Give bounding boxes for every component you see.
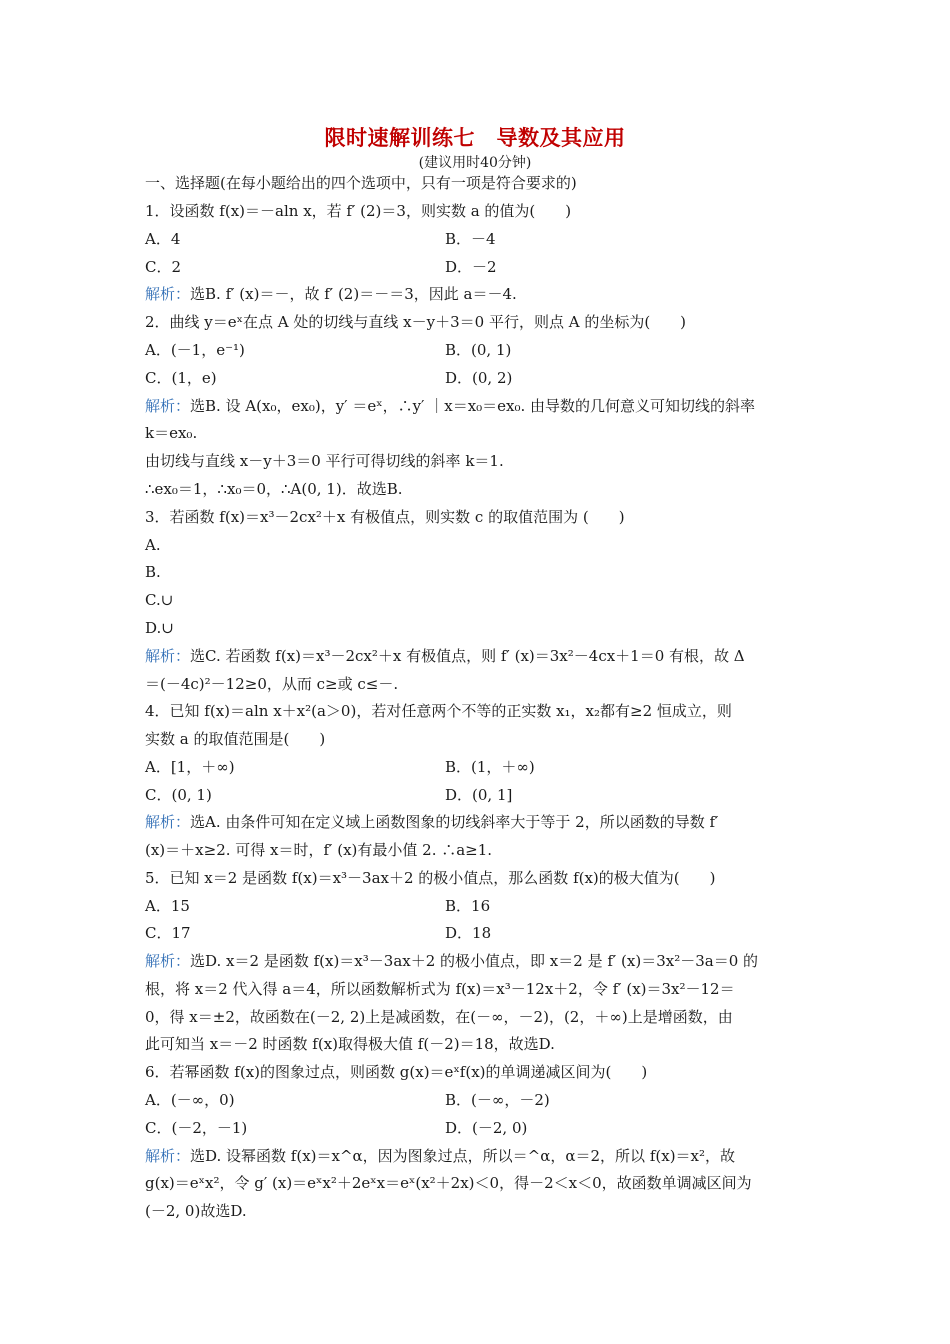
question-3-option-d: D.∪: [145, 619, 174, 637]
solution-text: 选C. 若函数 f(x)＝x³－2cx²＋x 有极值点，则 f′ (x)＝3x²－4cx＋1＝0 有根，故 Δ: [190, 647, 745, 665]
solution-text: 选D. x＝2 是函数 f(x)＝x³－3ax＋2 的极小值点，即 x＝2 是 f′ (x)＝3x²－3a＝0 的: [190, 952, 759, 970]
question-3-solution: [145, 646, 745, 666]
question-5-option-b: B．16: [445, 897, 491, 915]
page-subtitle: (建议用时40分钟): [418, 155, 532, 171]
question-4-option-c: C．(0, 1): [145, 786, 212, 804]
question-2-solution-line: k＝ex₀.: [145, 424, 198, 442]
solution-text: 选D. 设幂函数 f(x)＝x^α，因为图象过点，所以＝^α，α＝2，所以 f(x)＝x²，故: [190, 1147, 736, 1165]
solution-label: 解析：: [145, 813, 191, 831]
solution-text: 选B. f′ (x)＝－，故 f′ (2)＝－＝3，因此 a＝－4.: [190, 285, 517, 303]
question-2-solution: [145, 396, 755, 416]
question-6-solution-line: (－2, 0)故选D.: [145, 1202, 247, 1220]
question-4-stem-line: 实数 a 的取值范围是( ): [145, 730, 326, 748]
question-1-option-d: D．－2: [445, 258, 497, 276]
solution-label: 解析：: [145, 1147, 191, 1165]
question-4-stem: 4．已知 f(x)＝aln x＋x²(a＞0)，若对任意两个不等的正实数 x₁，x₂都有≥2 恒成立，则: [145, 702, 732, 720]
question-4-solution-line: (x)＝＋x≥2. 可得 x＝时，f′ (x)有最小值 2. ∴a≥1.: [145, 841, 493, 859]
question-1-option-b: B．－4: [445, 230, 496, 248]
question-6-solution-line: g(x)＝eˣx²，令 g′ (x)＝eˣx²＋2eˣx＝eˣ(x²＋2x)＜0，得－2＜x＜0，故函数单调减区间为: [145, 1174, 752, 1192]
question-6-option-b: B．(－∞，－2): [445, 1091, 550, 1109]
page-title: 限时速解训练七 导数及其应用: [324, 125, 626, 150]
solution-text: 选B. 设 A(x₀，ex₀)，y′ ＝eˣ，∴y′ ｜x＝x₀＝ex₀. 由导数的几何意义可知切线的斜率: [190, 397, 756, 415]
question-2-stem: 2．曲线 y＝eˣ在点 A 处的切线与直线 x－y＋3＝0 平行，则点 A 的坐标为( ): [145, 313, 687, 331]
solution-label: 解析：: [145, 952, 191, 970]
question-6-option-a: A．(－∞，0): [145, 1091, 235, 1109]
question-3-option-b: B.: [145, 563, 161, 581]
question-2-option-b: B．(0, 1): [445, 341, 512, 359]
question-5-option-c: C．17: [145, 924, 191, 942]
question-4-option-a: A．[1，＋∞): [145, 758, 235, 776]
solution-label: 解析：: [145, 647, 191, 665]
solution-label: 解析：: [145, 285, 191, 303]
question-2-option-d: D．(0, 2): [445, 369, 513, 387]
question-4-option-d: D．(0, 1]: [445, 786, 513, 804]
question-3-solution-line: ＝(－4c)²－12≥0，从而 c≥或 c≤－.: [145, 675, 399, 693]
question-5-solution-line: 根，将 x＝2 代入得 a＝4，所以函数解析式为 f(x)＝x³－12x＋2，令 f′ (x)＝3x²－12＝: [145, 980, 735, 998]
solution-label: 解析：: [145, 397, 191, 415]
question-1-solution: [145, 284, 517, 304]
question-3-stem: 3．若函数 f(x)＝x³－2cx²＋x 有极值点，则实数 c 的取值范围为 ( ): [145, 508, 625, 526]
question-5-solution-line: 0，得 x＝±2，故函数在(－2, 2)上是减函数，在(－∞，－2)，(2，＋∞)上是增函数，由: [145, 1008, 733, 1026]
question-6-stem: 6．若幂函数 f(x)的图象过点，则函数 g(x)＝eˣf(x)的单调递减区间为( ): [145, 1063, 648, 1081]
question-5-option-a: A．15: [145, 897, 190, 915]
question-3-option-a: A.: [145, 536, 161, 554]
question-2-solution-line: 由切线与直线 x－y＋3＝0 平行可得切线的斜率 k＝1.: [145, 452, 504, 470]
question-5-stem: 5．已知 x＝2 是函数 f(x)＝x³－3ax＋2 的极小值点，那么函数 f(x)的极大值为( ): [145, 869, 716, 887]
question-5-solution-line: 此可知当 x＝－2 时函数 f(x)取得极大值 f(－2)＝18，故选D.: [145, 1035, 555, 1053]
question-5-option-d: D．18: [445, 924, 492, 942]
question-2-option-c: C．(1，e): [145, 369, 217, 387]
question-6-solution: [145, 1146, 735, 1166]
question-1-option-c: C．2: [145, 258, 182, 276]
question-6-option-c: C．(－2，－1): [145, 1119, 248, 1137]
question-1-option-a: A．4: [145, 230, 181, 248]
question-2-solution-line: ∴ex₀＝1，∴x₀＝0，∴A(0, 1)．故选B.: [145, 480, 403, 498]
question-4-solution: [145, 812, 718, 832]
question-6-option-d: D．(－2, 0): [445, 1119, 528, 1137]
solution-text: 选A. 由条件可知在定义域上函数图象的切线斜率大于等于 2，所以函数的导数 f′: [190, 813, 719, 831]
question-1-stem: 1．设函数 f(x)＝－aln x，若 f′ (2)＝3，则实数 a 的值为( ): [145, 202, 572, 220]
question-3-option-c: C.∪: [145, 591, 174, 609]
section-heading: 一、选择题(在每小题给出的四个选项中，只有一项是符合要求的): [145, 174, 577, 192]
question-5-solution: [145, 951, 758, 971]
question-4-option-b: B．(1，＋∞): [445, 758, 535, 776]
question-2-option-a: A．(－1，e⁻¹): [145, 341, 245, 359]
